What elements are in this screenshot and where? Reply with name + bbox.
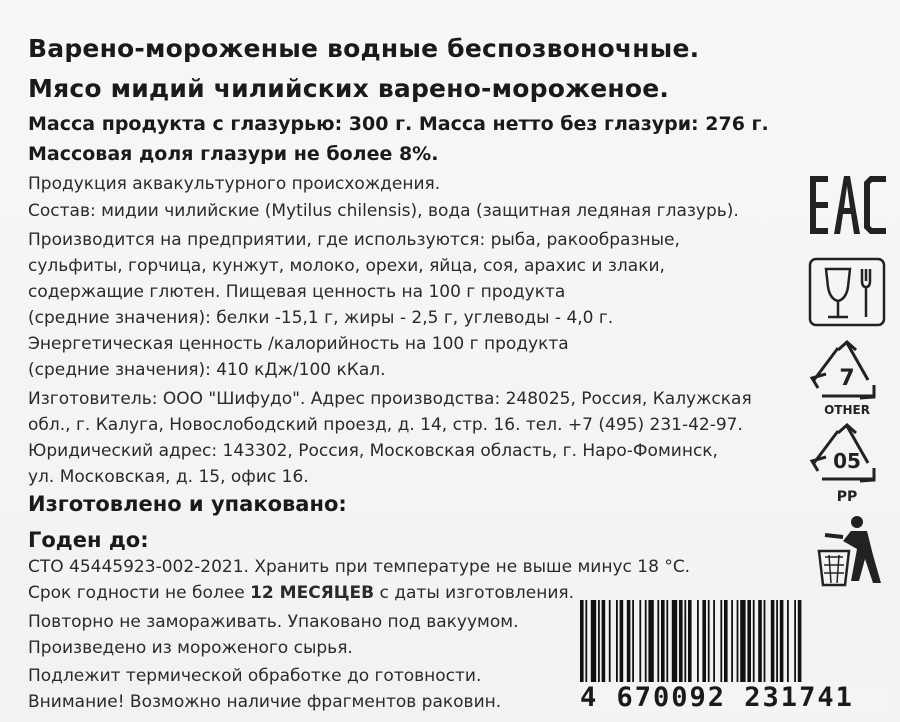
info-line: (средние значения): белки -15,1 г, жиры - 2,5 г, углеводы - 4,0 г. [28, 308, 614, 328]
svg-text:05: 05 [833, 449, 861, 473]
info-line: сульфиты, горчица, кунжут, молоко, орехи, яйца, соя, арахис и злаки, [28, 256, 665, 276]
composition-text: Состав: мидии чилийские (Mytilus chilensis), вода (защитная ледяная глазурь). [28, 201, 739, 221]
tidyman-icon [815, 515, 885, 587]
glaze-info: Массовая доля глазури не более 8%. [28, 143, 439, 165]
origin-text: Продукция аквакультурного происхождения. [28, 174, 441, 194]
note-line: Подлежит термической обработке до готовности. [28, 666, 482, 686]
info-line: содержащие глютен. Пищевая ценность на 100 г продукта [28, 282, 566, 302]
info-line: обл., г. Калуга, Новослободский проезд, д. 14, стр. 16. тел. +7 (495) 231-42-97. [28, 415, 743, 435]
svg-text:7: 7 [839, 366, 855, 391]
shelf-life-prefix: Срок годности не более [28, 583, 251, 603]
info-line: Энергетическая ценность /калорийность на 100 г продукта [28, 334, 569, 354]
eac-mark-icon [808, 172, 888, 238]
note-line: Произведено из мороженого сырья. [28, 638, 353, 658]
recycle-pp-icon [808, 423, 886, 505]
storage-text: СТО 45445923-002-2021. Хранить при температуре не выше минус 18 °С. [28, 557, 691, 577]
info-line: ул. Московская, д. 15, офис 16. [28, 467, 309, 487]
recycle-other-icon [808, 340, 886, 418]
recycle-other-label: OTHER [824, 403, 870, 417]
recycle-pp-label: PP [836, 489, 858, 505]
info-line: (средние значения): 410 кДж/100 кКал. [28, 360, 386, 380]
info-line: Производится на предприятии, где используются: рыба, ракообразные, [28, 230, 680, 250]
title-line-1: Варено-мороженые водные беспозвоночные. [28, 34, 700, 63]
note-line: Повторно не замораживать. Упаковано под вакуумом. [28, 612, 519, 632]
best-before-heading: Годен до: [28, 528, 149, 552]
mass-info: Масса продукта с глазурью: 300 г. Масса нетто без глазури: 276 г. [28, 113, 769, 135]
shelf-life-text [28, 583, 574, 603]
made-packed-heading: Изготовлено и упаковано: [28, 492, 347, 516]
info-line: Изготовитель: ООО "Шифудо". Адрес производства: 248025, Россия, Калужская [28, 389, 752, 409]
shelf-life-period: 12 МЕСЯЦЕВ [250, 583, 375, 603]
title-line-2: Мясо мидий чилийских варено-мороженое. [28, 74, 670, 103]
barcode-digits: 4 670092 231741 [578, 682, 890, 713]
shelf-life-suffix: с даты изготовления. [374, 583, 575, 603]
note-line: Внимание! Возможно наличие фрагментов раковин. [28, 692, 502, 712]
info-line: Юридический адрес: 143302, Россия, Московская область, г. Наро-Фоминск, [28, 441, 718, 461]
food-contact-icon [808, 257, 886, 327]
